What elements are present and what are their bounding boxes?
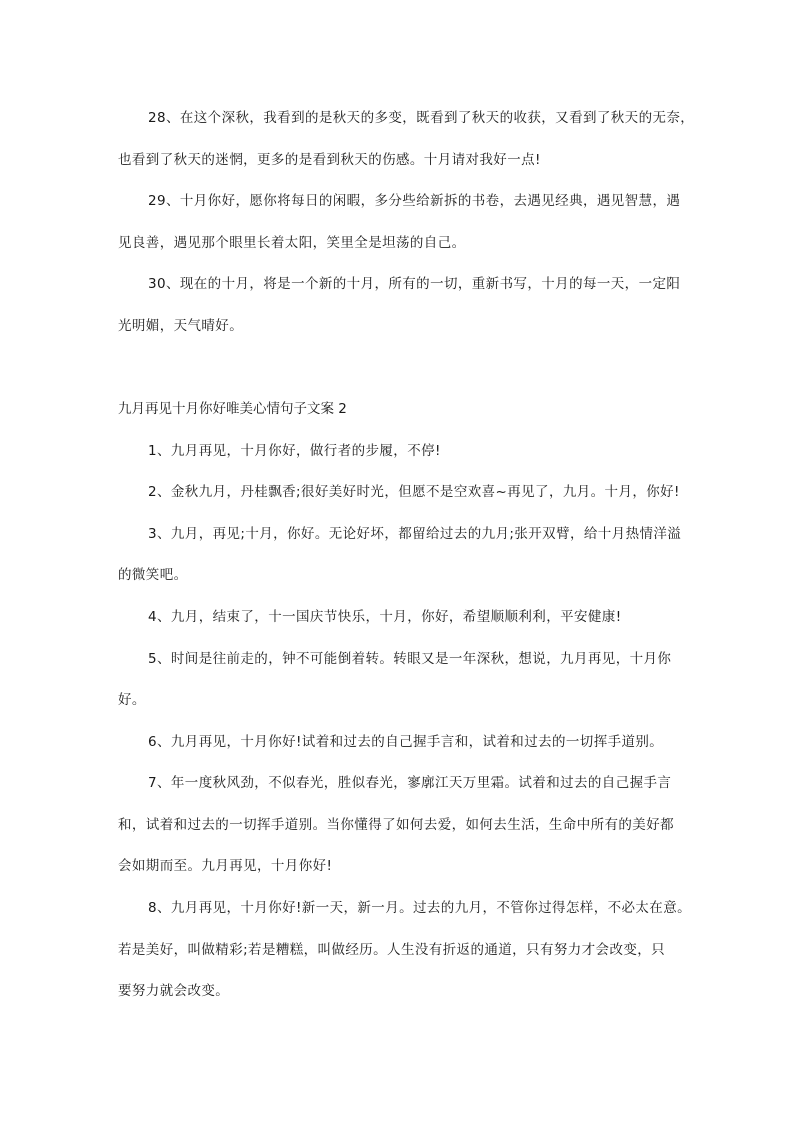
paragraph-6-line-1: 6、九月再见，十月你好!试着和过去的自己握手言和，试着和过去的一切挥手道别。 — [148, 734, 664, 750]
paragraph-5-line-2: 好。 — [118, 692, 146, 708]
paragraph-28-line-2: 也看到了秋天的迷惘，更多的是看到秋天的伤感。十月请对我好一点! — [118, 152, 541, 168]
paragraph-1-line-1: 1、九月再见，十月你好，做行者的步履，不停! — [148, 443, 441, 459]
paragraph-29-line-1: 29、十月你好，愿你将每日的闲暇，多分些给新拆的书卷，去遇见经典，遇见智慧，遇 — [148, 193, 681, 209]
paragraph-7-line-1: 7、年一度秋风劲，不似春光，胜似春光，寥廓江天万里霜。试着和过去的自己握手言 — [148, 775, 672, 791]
paragraph-8-line-2: 若是美好，叫做精彩;若是糟糕，叫做经历。人生没有折返的通道，只有努力才会改变，只 — [118, 942, 666, 958]
paragraph-30-line-1: 30、现在的十月，将是一个新的十月，所有的一切，重新书写，十月的每一天，一定阳 — [148, 276, 681, 292]
paragraph-28-line-1: 28、在这个深秋，我看到的是秋天的多变，既看到了秋天的收获，又看到了秋天的无奈， — [148, 110, 695, 126]
paragraph-2-line-1: 2、金秋九月，丹桂飘香;很好美好时光，但愿不是空欢喜~再见了，九月。十月，你好! — [148, 484, 680, 500]
paragraph-7-line-2: 和，试着和过去的一切挥手道别。当你懂得了如何去爱，如何去生活，生命中所有的美好都 — [118, 817, 674, 833]
paragraph-3-line-2: 的微笑吧。 — [118, 567, 188, 583]
section-heading: 九月再见十月你好唯美心情句子文案 2 — [118, 401, 347, 417]
paragraph-4-line-1: 4、九月，结束了，十一国庆节快乐，十月，你好，希望顺顺利利，平安健康! — [148, 609, 622, 625]
paragraph-3-line-1: 3、九月，再见;十月，你好。无论好坏，都留给过去的九月;张开双臂，给十月热情洋溢 — [148, 526, 682, 542]
paragraph-8-line-3: 要努力就会改变。 — [118, 983, 230, 999]
paragraph-30-line-2: 光明媚，天气晴好。 — [118, 318, 244, 334]
paragraph-5-line-1: 5、时间是往前走的，钟不可能倒着转。转眼又是一年深秋，想说，九月再见，十月你 — [148, 651, 672, 667]
paragraph-7-line-3: 会如期而至。九月再见，十月你好! — [118, 858, 333, 874]
paragraph-29-line-2: 见良善，遇见那个眼里长着太阳，笑里全是坦荡的自己。 — [118, 235, 466, 251]
paragraph-8-line-1: 8、九月再见，十月你好!新一天，新一月。过去的九月，不管你过得怎样，不必太在意。 — [148, 900, 691, 916]
